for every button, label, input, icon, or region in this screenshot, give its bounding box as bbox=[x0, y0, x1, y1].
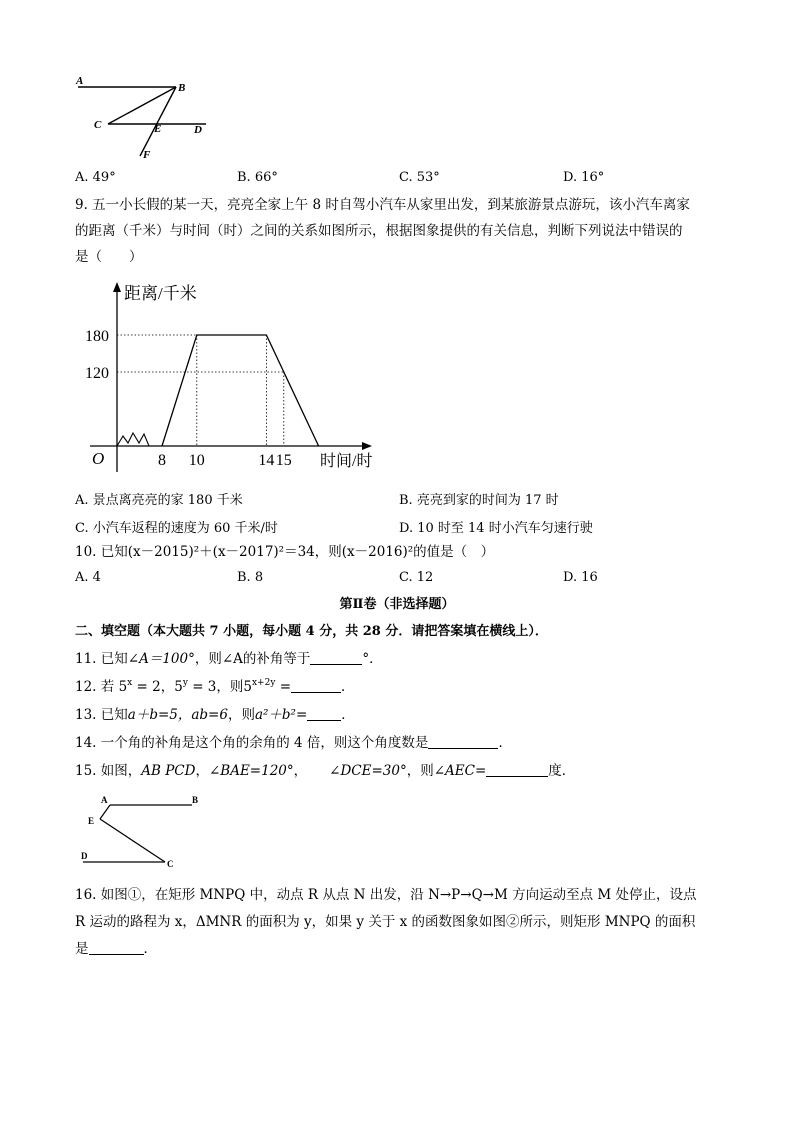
q13-answer-blank[interactable] bbox=[307, 706, 341, 721]
label-d: D bbox=[194, 124, 202, 136]
q8-option-c: C. 53° bbox=[399, 170, 440, 185]
q11-answer-blank[interactable] bbox=[310, 650, 362, 665]
y-axis-arrow bbox=[113, 282, 121, 292]
q15-prefix: 15. 如图， bbox=[75, 763, 142, 779]
q9-option-a: A. 景点离亮亮的家 180 千米 bbox=[75, 493, 243, 508]
q13-prefix: 13. 已知 bbox=[75, 707, 128, 723]
label-c: C bbox=[94, 119, 102, 131]
q15-angle-bae: ∠BAE=120° bbox=[208, 763, 294, 779]
q9-option-b: B. 亮亮到家的时间为 17 时 bbox=[399, 493, 559, 508]
q8-figure bbox=[70, 74, 220, 162]
label-a: A bbox=[101, 795, 108, 805]
q10-option-c: C. 12 bbox=[399, 570, 434, 585]
q11-suffix: °． bbox=[362, 651, 383, 667]
label-f: F bbox=[143, 149, 151, 161]
q12-question bbox=[75, 678, 355, 696]
q8-option-d: D. 16° bbox=[563, 170, 605, 185]
section2-heading: 二、填空题（本大题共 7 小题，每小题 4 分，共 28 分．请把答案填在横线上）． bbox=[75, 624, 548, 639]
q15-suffix: 度． bbox=[548, 763, 576, 779]
q12-exp-3: x+2y bbox=[251, 678, 276, 688]
label-b: B bbox=[178, 82, 186, 94]
q9-line-2: 的距离（千米）与时间（时）之间的关系如图所示，根据图象提供的有关信息，判断下列说法中错误的 bbox=[75, 223, 683, 239]
q15-angle-dce: ∠DCE=30° bbox=[329, 763, 407, 779]
q8-option-b: B. 66° bbox=[237, 170, 278, 185]
q9-option-c: C. 小汽车返程的速度为 60 千米/时 bbox=[75, 521, 278, 536]
q12-exp-1: x bbox=[127, 678, 133, 688]
x-tick-label-8: 8 bbox=[158, 452, 166, 469]
q13-condition: a＋b=5，ab=6 bbox=[127, 707, 228, 723]
q9-option-d: D. 10 时至 14 时小汽车匀速行驶 bbox=[399, 521, 593, 536]
q12-base-3: 5 bbox=[243, 679, 252, 695]
q12-exp-2: y bbox=[182, 678, 188, 688]
q11-question bbox=[75, 650, 383, 668]
q9-line-3: 是（ ） bbox=[75, 249, 143, 265]
label-e: E bbox=[154, 123, 162, 135]
part2-title: 第Ⅱ卷（非选择题） bbox=[339, 597, 455, 612]
q16-line-1: 16. 如图①，在矩形 MNPQ 中，动点 R 从点 N 出发，沿 N→P→Q→M 方向运动至点 M 处停止，设点 bbox=[75, 887, 697, 903]
q15-sep-3: ，则 bbox=[406, 763, 434, 779]
q15-sep-1: ， bbox=[195, 763, 209, 779]
q12-answer-blank[interactable] bbox=[291, 678, 341, 693]
q10-question: 10. 已知(x－2015)²＋(x－2017)²＝34，则(x－2016)²的值是（ ） bbox=[75, 544, 495, 560]
q14-answer-blank[interactable] bbox=[428, 734, 498, 749]
zigzag-break bbox=[117, 433, 162, 446]
q12-eq-2: = 3，则 bbox=[187, 679, 244, 695]
x-tick-label-15: 15 bbox=[275, 452, 292, 469]
q10-option-d: D. 16 bbox=[563, 570, 598, 585]
x-axis-title: 时间/时 bbox=[320, 453, 373, 470]
q16-answer-blank[interactable] bbox=[89, 940, 144, 955]
q12-prefix: 12. 若 bbox=[75, 679, 115, 695]
q16-line-3 bbox=[75, 940, 157, 958]
q13-middle: ，则 bbox=[227, 707, 255, 723]
q12-suffix: ． bbox=[341, 679, 355, 695]
q15-answer-blank[interactable] bbox=[486, 762, 548, 777]
x-tick-label-10: 10 bbox=[188, 452, 205, 469]
q16-suffix: ． bbox=[143, 941, 157, 957]
q14-question bbox=[75, 734, 512, 752]
q11-middle: ，则∠A的补角等于 bbox=[194, 651, 311, 667]
line-ae bbox=[100, 805, 110, 819]
y-tick-label-180: 180 bbox=[85, 328, 109, 345]
q16-prefix: 是 bbox=[75, 941, 89, 957]
q12-eq-1: = 2， bbox=[132, 679, 175, 695]
q8-option-a: A. 49° bbox=[75, 170, 116, 185]
q16-line-2: R 运动的路程为 x，ΔMNR 的面积为 y，如果 y 关于 x 的函数图象如图②所示，则矩形 MNPQ 的面积 bbox=[75, 914, 696, 930]
q12-base-2: 5 bbox=[174, 679, 183, 695]
label-a: A bbox=[76, 75, 84, 87]
q9-line-1: 9. 五一小长假的某一天，亮亮全家上午 8 时自驾小汽车从家里出发，到某旅游景点游玩，该小汽车离家 bbox=[75, 197, 690, 213]
q9-distance-time-chart bbox=[80, 280, 400, 475]
label-e: E bbox=[88, 816, 95, 826]
q15-parallel: AB PCD bbox=[141, 763, 196, 779]
q13-suffix: ． bbox=[341, 707, 355, 723]
label-c: C bbox=[167, 859, 174, 869]
y-axis-title: 距离/千米 bbox=[124, 284, 197, 303]
q11-condition: ∠A＝100° bbox=[127, 651, 195, 667]
q15-sep-2: ， bbox=[293, 763, 308, 779]
q15-question bbox=[75, 762, 575, 780]
x-tick-label-14: 14 bbox=[258, 452, 275, 469]
label-d: D bbox=[81, 851, 88, 861]
y-tick-label-120: 120 bbox=[85, 365, 109, 382]
q10-option-a: A. 4 bbox=[75, 570, 101, 585]
q13-question bbox=[75, 706, 355, 724]
origin-label: O bbox=[92, 449, 105, 468]
q10-option-b: B. 8 bbox=[237, 570, 264, 585]
label-b: B bbox=[192, 795, 199, 805]
q12-eq-3: = bbox=[275, 679, 292, 695]
q11-prefix: 11. 已知 bbox=[75, 651, 128, 667]
x-axis-arrow bbox=[362, 442, 372, 450]
series-line-distance bbox=[162, 335, 319, 446]
q12-base-1: 5 bbox=[118, 679, 128, 695]
q14-suffix: ． bbox=[498, 735, 512, 751]
q15-figure bbox=[80, 792, 210, 872]
line-ec bbox=[100, 819, 165, 862]
q13-expression: a²＋b²= bbox=[254, 707, 308, 723]
q14-text: 14. 一个角的补角是这个角的余角的 4 倍，则这个角度数是 bbox=[75, 735, 429, 751]
q15-angle-aec: ∠AEC= bbox=[433, 763, 487, 779]
